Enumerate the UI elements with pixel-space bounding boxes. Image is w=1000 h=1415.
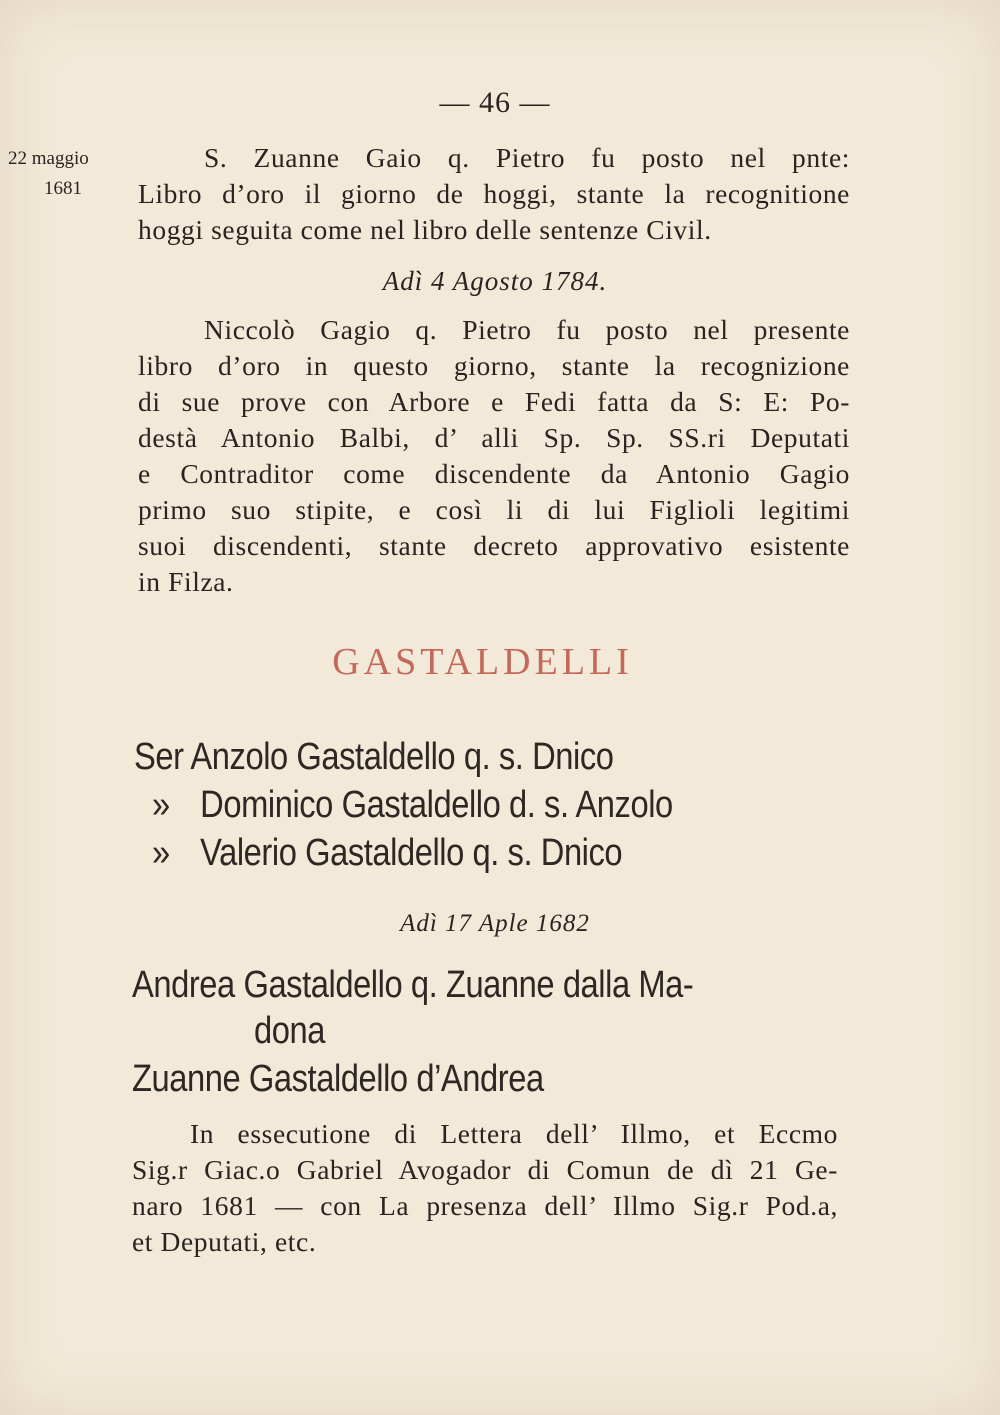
ditto-mark: » <box>152 784 170 826</box>
margin-note-year: 1681 <box>44 178 82 199</box>
text-line: Libro d’oro il giorno de hoggi, stante la recognitione <box>138 178 850 209</box>
name-text: Valerio Gastaldello q. s. Dnico <box>200 832 623 874</box>
text-line: primo suo stipite, e così li di lui Figlioli legitimi <box>138 494 850 525</box>
text-line: di sue prove con Arbore e Fedi fatta da S: E: Po- <box>138 386 850 417</box>
name-text: Dominico Gastaldello d. s. Anzolo <box>200 784 673 826</box>
text-line: in Filza. <box>138 566 234 597</box>
ditto-mark: » <box>152 832 170 874</box>
date-heading: Adì 4 Agosto 1784. <box>382 266 608 296</box>
text-line: et Deputati, etc. <box>132 1226 317 1257</box>
page-number: — 46 — <box>439 86 551 119</box>
margin-note <box>8 144 89 204</box>
section-title: GASTALDELLI <box>332 641 633 683</box>
text-line: S. Zuanne Gaio q. Pietro fu posto nel pnte: <box>204 142 850 173</box>
name-line <box>152 832 622 875</box>
text-line: suoi discendenti, stante decreto approvativo esistente <box>138 530 850 561</box>
text-line: hoggi seguita come nel libro delle sentenze Civil. <box>138 214 712 245</box>
date-heading: Adì 17 Aple 1682 <box>400 910 590 937</box>
name-line <box>134 736 613 779</box>
name-text: Anzolo Gastaldello q. s. Dnico <box>190 736 614 778</box>
text-line: In essecutione di Lettera dell’ Illmo, et Eccmo <box>190 1118 838 1149</box>
text-line: destà Antonio Balbi, d’ alli Sp. Sp. SS.ri Deputati <box>138 422 850 453</box>
text-line: naro 1681 — con La presenza dell’ Illmo Sig.r Pod.a, <box>132 1190 838 1221</box>
name-line: dona <box>254 1010 325 1052</box>
margin-note-date: 22 maggio <box>8 148 89 169</box>
name-prefix: Ser <box>134 736 184 778</box>
text-line: libro d’oro in questo giorno, stante la recognizione <box>138 350 850 381</box>
text-line: Niccolò Gagio q. Pietro fu posto nel presente <box>204 314 850 345</box>
name-line <box>152 784 673 827</box>
text-line: e Contraditor come discendente da Antonio Gagio <box>138 458 850 489</box>
text-line: Sig.r Giac.o Gabriel Avogador di Comun de dì 21 Ge- <box>132 1154 838 1185</box>
name-line: Zuanne Gastaldello d’Andrea <box>132 1058 544 1100</box>
name-line: Andrea Gastaldello q. Zuanne dalla Ma- <box>132 964 694 1006</box>
